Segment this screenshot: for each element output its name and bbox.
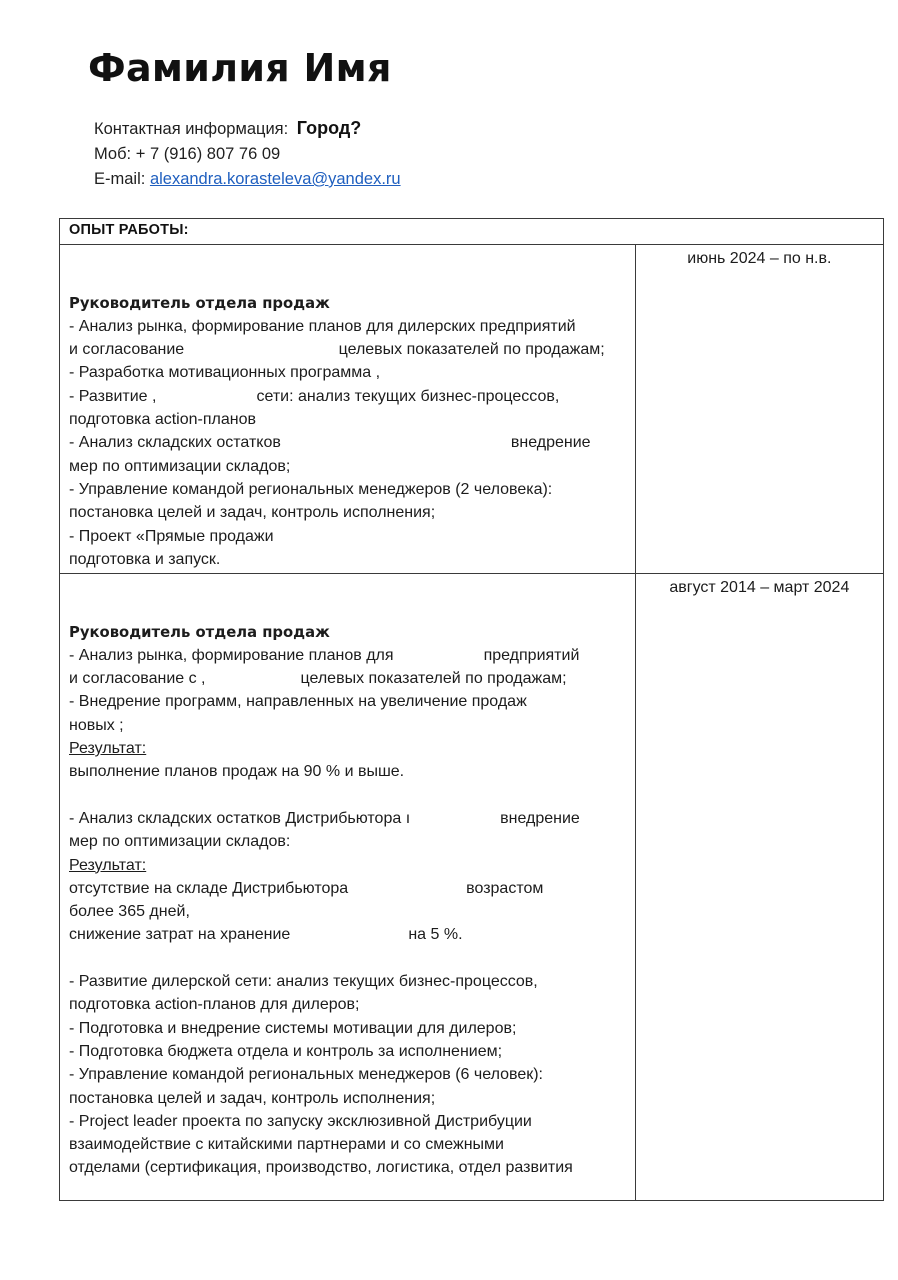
line-part: сети: анализ текущих бизнес-процессов,: [256, 387, 560, 405]
line-part: возрастом: [466, 879, 544, 897]
job-line: [69, 338, 635, 361]
job-lines: [69, 644, 635, 1180]
job-line: - Проект «Прямые продажи: [69, 527, 274, 545]
line-part: - Анализ рынка, формирование планов для: [69, 646, 394, 664]
job-description: [60, 245, 636, 574]
line-part: внедрение: [510, 434, 591, 452]
job-line: подготовка action-планов: [69, 411, 256, 429]
job-line: новых ;: [69, 716, 124, 734]
job-line: [69, 807, 635, 830]
job-line: [69, 877, 635, 900]
job-line: [69, 947, 635, 970]
job-role: Руководитель отдела продаж: [69, 623, 330, 641]
job-row: [60, 245, 884, 574]
line-part: - Анализ складских остатков Дистрибьютора ı: [69, 809, 411, 827]
line-part: и согласование: [69, 341, 189, 359]
job-row: [60, 574, 884, 1201]
contact-row: [94, 116, 401, 142]
employer-redacted: [69, 245, 635, 268]
job-line: Результат:: [69, 740, 147, 758]
email-row: [94, 167, 401, 192]
line-part: внедрение: [500, 809, 580, 827]
email-label: E-mail:: [94, 170, 146, 188]
job-line: мер по оптимизации складов;: [69, 457, 291, 475]
job-period: июнь 2024 – по н.в.: [635, 245, 883, 574]
job-line: - Анализ рынка, формирование планов для дилерских предприятий: [69, 317, 576, 335]
line-part: отсутствие на складе Дистрибьютора: [69, 879, 349, 897]
job-line: [69, 385, 635, 408]
line-part: на 5 %.: [408, 926, 463, 944]
job-lines: [69, 315, 635, 571]
experience-table: [59, 218, 884, 1201]
email-link[interactable]: alexandra.korasteleva@yandex.ru: [149, 170, 401, 188]
phone-row: Моб: + 7 (916) 807 76 09: [94, 145, 281, 163]
job-line: мер по оптимизации складов:: [69, 833, 291, 851]
job-line: подготовка action-планов для дилеров;: [69, 996, 360, 1014]
line-part: снижение затрат на хранение: [69, 926, 291, 944]
job-line: более 365 дней,: [69, 903, 190, 921]
job-line: - Внедрение программ, направленных на увеличение продаж: [69, 693, 527, 711]
job-line: [69, 644, 635, 667]
job-line: взаимодействие с китайскими партнерами и со смежными: [69, 1136, 504, 1154]
job-line: - Разработка мотивационных программа ,: [69, 364, 381, 382]
job-line: - Подготовка бюджета отдела и контроль за исполнением;: [69, 1042, 503, 1060]
job-line: - Project leader проекта по запуску эксклюзивной Дистрибуции: [69, 1112, 532, 1130]
job-line: выполнение планов продаж на 90 % и выше.: [69, 763, 405, 781]
job-line: [69, 784, 635, 807]
contact-block: [94, 116, 401, 192]
line-part: и согласование с ,: [69, 670, 206, 688]
job-description: [60, 574, 636, 1201]
contact-city: Город?: [296, 118, 362, 138]
job-line: постановка целей и задач, контроль исполнения;: [69, 504, 436, 522]
job-line: [69, 667, 635, 690]
job-role: Руководитель отдела продаж: [69, 294, 330, 312]
line-part: целевых показателей по продажам;: [300, 670, 567, 688]
job-line: - Развитие дилерской сети: анализ текущих бизнес-процессов,: [69, 973, 538, 991]
job-line: подготовка и запуск.: [69, 550, 221, 568]
line-part: предприятий: [483, 646, 580, 664]
employer-redacted: [69, 574, 635, 597]
candidate-name: Фамилия Имя: [88, 46, 392, 90]
job-line: [69, 923, 635, 946]
contact-label: Контактная информация:: [94, 120, 289, 138]
job-period: август 2014 – март 2024: [635, 574, 883, 1201]
job-line: отделами (сертификация, производство, логистика, отдел развития: [69, 1159, 573, 1177]
job-line: Результат:: [69, 856, 147, 874]
section-title: ОПЫТ РАБОТЫ:: [60, 219, 884, 245]
job-line: - Подготовка и внедрение системы мотивации для дилеров;: [69, 1019, 517, 1037]
job-line: постановка целей и задач, контроль исполнения;: [69, 1089, 436, 1107]
job-line: - Управление командой региональных менеджеров (2 человека):: [69, 480, 553, 498]
job-line: [69, 431, 635, 454]
line-part: целевых показателей по продажам;: [338, 341, 605, 359]
line-part: - Развитие ,: [69, 387, 157, 405]
job-line: - Управление командой региональных менеджеров (6 человек):: [69, 1066, 543, 1084]
line-part: - Анализ складских остатков: [69, 434, 281, 452]
